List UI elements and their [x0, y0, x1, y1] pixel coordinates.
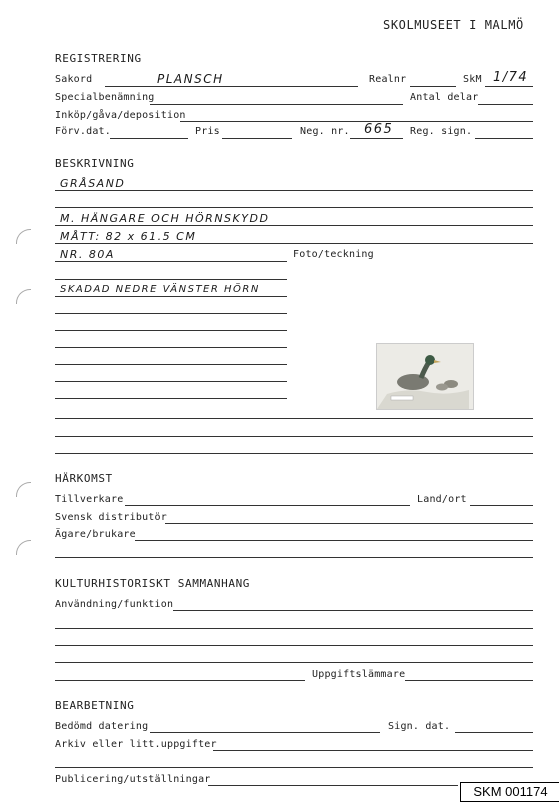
- tillverkare-label: Tillverkare: [55, 494, 124, 505]
- bearbetning-rule-extra[interactable]: [55, 767, 533, 768]
- tillverkare-field[interactable]: [125, 505, 410, 506]
- section-registrering-heading: REGISTRERING: [55, 52, 142, 65]
- land-ort-label: Land/ort: [417, 494, 467, 505]
- antal-delar-label: Antal delar: [410, 92, 479, 103]
- section-beskrivning-heading: BESKRIVNING: [55, 157, 135, 170]
- beskrivning-rule-14[interactable]: [55, 418, 533, 419]
- beskrivning-rule-9[interactable]: [55, 330, 287, 331]
- distributor-label: Svensk distributör: [55, 512, 167, 523]
- specialbenamning-label: Specialbenämning: [55, 92, 155, 103]
- anvandning-label: Användning/funktion: [55, 599, 174, 610]
- beskrivning-line-3: MÅTT: 82 x 61.5 CM: [60, 230, 197, 243]
- beskrivning-rule-4[interactable]: [55, 243, 533, 244]
- negnr-field[interactable]: [350, 138, 403, 139]
- foto-label: Foto/teckning: [293, 249, 374, 260]
- kultur-rule-1[interactable]: [55, 628, 533, 629]
- beskrivning-line-5: SKADAD NEDRE VÄNSTER HÖRN: [60, 284, 260, 295]
- beskrivning-rule-6[interactable]: [55, 279, 287, 280]
- agare-label: Ägare/brukare: [55, 529, 136, 540]
- forvdat-field[interactable]: [110, 138, 188, 139]
- beskrivning-rule-12[interactable]: [55, 381, 287, 382]
- arkiv-field[interactable]: [213, 750, 533, 751]
- beskrivning-rule-11[interactable]: [55, 364, 287, 365]
- section-kultur-heading: KULTURHISTORISKT SAMMANHANG: [55, 577, 251, 590]
- signdat-field[interactable]: [455, 732, 533, 733]
- duck-illustration: [377, 344, 473, 409]
- specialbenamning-field[interactable]: [150, 104, 403, 105]
- regsign-label: Reg. sign.: [410, 126, 473, 137]
- museum-title: SKOLMUSEET I MALMÖ: [383, 18, 524, 32]
- harkomst-rule-extra[interactable]: [55, 557, 533, 558]
- datering-label: Bedömd datering: [55, 721, 149, 732]
- section-bearbetning-heading: BEARBETNING: [55, 699, 135, 712]
- anvandning-field[interactable]: [173, 610, 533, 611]
- kultur-rule-2[interactable]: [55, 645, 533, 646]
- pris-field[interactable]: [222, 138, 292, 139]
- punch-hole-1: [16, 229, 31, 244]
- beskrivning-rule-1[interactable]: [55, 190, 533, 191]
- signdat-label: Sign. dat.: [388, 721, 451, 732]
- inkop-field[interactable]: [180, 121, 533, 122]
- arkiv-label: Arkiv eller litt.uppgifter: [55, 739, 217, 750]
- kultur-rule-4[interactable]: [55, 680, 305, 681]
- skm-field[interactable]: [485, 86, 533, 87]
- distributor-field[interactable]: [165, 523, 533, 524]
- beskrivning-line-4: NR. 80A: [60, 248, 115, 261]
- datering-field[interactable]: [150, 732, 380, 733]
- sakord-value: PLANSCH: [157, 72, 224, 86]
- realnr-label: Realnr: [369, 74, 407, 85]
- beskrivning-rule-16[interactable]: [55, 453, 533, 454]
- beskrivning-line-1: GRÅSAND: [60, 177, 126, 190]
- beskrivning-rule-5[interactable]: [55, 261, 287, 262]
- beskrivning-line-2: M. HÄNGARE OCH HÖRNSKYDD: [60, 212, 270, 225]
- publicering-field[interactable]: [208, 785, 458, 786]
- punch-hole-2: [16, 289, 31, 304]
- punch-hole-4: [16, 540, 31, 555]
- catalogue-number-stamp: SKM 001174: [460, 782, 559, 802]
- object-photo: [376, 343, 474, 410]
- beskrivning-rule-2[interactable]: [55, 207, 533, 208]
- realnr-field[interactable]: [410, 86, 456, 87]
- beskrivning-rule-13[interactable]: [55, 398, 287, 399]
- inkop-label: Inköp/gåva/deposition: [55, 110, 186, 121]
- uppgiftslammare-label: Uppgiftslämmare: [312, 669, 406, 680]
- section-harkomst-heading: HÄRKOMST: [55, 472, 113, 485]
- kultur-rule-3[interactable]: [55, 662, 533, 663]
- agare-field[interactable]: [135, 540, 533, 541]
- punch-hole-3: [16, 482, 31, 497]
- beskrivning-rule-8[interactable]: [55, 313, 287, 314]
- sakord-label: Sakord: [55, 74, 93, 85]
- sakord-field[interactable]: [105, 86, 358, 87]
- pris-label: Pris: [195, 126, 220, 137]
- antal-delar-field[interactable]: [478, 104, 533, 105]
- negnr-value: 665: [364, 122, 394, 137]
- beskrivning-rule-15[interactable]: [55, 436, 533, 437]
- skm-label: SkM: [463, 74, 482, 85]
- skm-value: 1/74: [493, 70, 529, 85]
- regsign-field[interactable]: [475, 138, 533, 139]
- beskrivning-rule-7[interactable]: [55, 296, 287, 297]
- beskrivning-rule-3[interactable]: [55, 225, 533, 226]
- land-ort-field[interactable]: [470, 505, 533, 506]
- forvdat-label: Förv.dat.: [55, 126, 111, 137]
- publicering-label: Publicering/utställningar: [55, 774, 211, 785]
- beskrivning-rule-10[interactable]: [55, 347, 287, 348]
- uppgiftslammare-field[interactable]: [405, 680, 533, 681]
- negnr-label: Neg. nr.: [300, 126, 350, 137]
